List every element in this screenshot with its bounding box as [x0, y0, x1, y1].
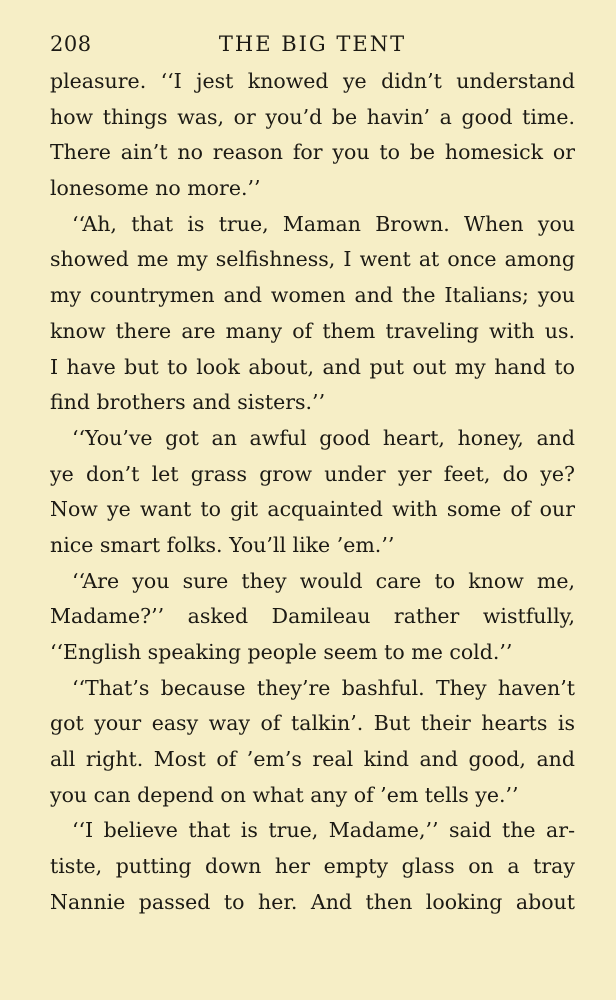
text-line: ‘‘Ah, that is true, Maman Brown. When you [72, 211, 575, 236]
text-line: Madame?’’ asked Damileau rather wistfully, [50, 604, 575, 629]
text-line: my countrymen and women and the Italians; you [50, 283, 575, 308]
text-line: how things was, or you’d be havin’ a good time. [50, 104, 575, 129]
text-line: got your easy way of talkin’. But their hearts is [50, 711, 575, 736]
text-line: know there are many of them traveling with us. [50, 318, 575, 343]
text-line: ye don’t let grass grow under yer feet, do ye? [50, 461, 575, 486]
text-line: Now ye want to git acquainted with some of our [50, 497, 575, 522]
text-line: find brothers and sisters.’’ [50, 390, 326, 415]
text-line: lonesome no more.’’ [50, 176, 261, 201]
text-line: showed me my selfishness, I went at once among [50, 247, 575, 272]
page-header [50, 28, 575, 62]
text-line: nice smart folks. You’ll like ’em.’’ [50, 532, 395, 557]
text-line: pleasure. ‘‘I jest knowed ye didn’t understand [50, 69, 575, 93]
text-line: ‘‘I believe that is true, Madame,’’ said the ar- [72, 818, 575, 843]
text-line: ‘‘Are you sure they would care to know me, [72, 568, 575, 593]
text-line: ‘‘English speaking people seem to me cold.’’ [50, 640, 513, 664]
text-line: ‘‘You’ve got an awful good heart, honey, and [72, 425, 575, 450]
text-line: Nannie passed to her. And then looking about [50, 889, 575, 914]
text-line: tiste, putting down her empty glass on a tray [50, 854, 575, 879]
text-line: all right. Most of ’em’s real kind and good, and [50, 747, 575, 772]
text-line: There ain’t no reason for you to be homesick or [50, 140, 575, 165]
page-number: 208 [50, 32, 92, 56]
running-title: THE BIG TENT [218, 32, 407, 56]
body-text [50, 64, 575, 921]
text-line: ‘‘That’s because they’re bashful. They haven’t [72, 675, 575, 700]
text-line: I have but to look about, and put out my hand to [50, 354, 575, 379]
text-line: you can depend on what any of ’em tells ye.’’ [50, 782, 519, 807]
